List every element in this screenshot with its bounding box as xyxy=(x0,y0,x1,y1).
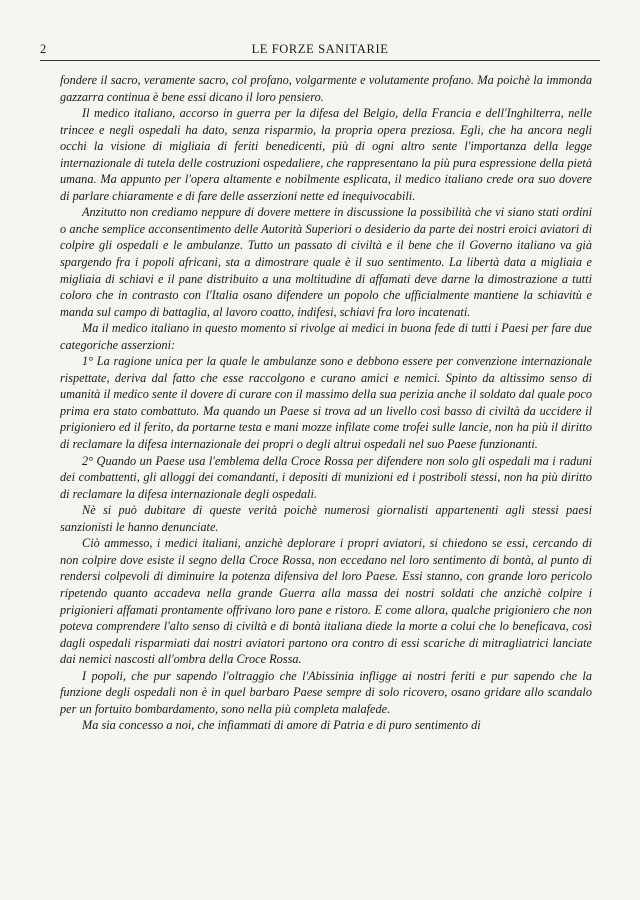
running-title: LE FORZE SANITARIE xyxy=(251,42,389,56)
page-number: 2 xyxy=(40,42,47,56)
paragraph-2: Il medico italiano, accorso in guerra per la difesa del Belgio, della Francia e dell'Inghilterra, nelle trincee e negli ospedali ha dato, senza risparmio, la propria opera preziosa. Egli, che ha ancora negli occhi la visione di migliaia di feriti benedicenti, più di ogni altro sente l'importanza della legge internazionale di tutela delle costruzioni ospedaliere, che rappresentano la più pura espressione della pietà umana. Ma appunto per l'opera altamente e nobilmente esplicata, il medico italiano crede ora suo dovere di parlare chiaramente e di fare delle asserzioni nette ed inequivocabili. xyxy=(60,106,592,203)
paragraph-8: Ciò ammesso, i medici italiani, anzichè deplorare i propri aviatori, si chiedono se essi, cercando di non colpire dove esiste il segno della Croce Rossa, non eccedano nel loro sentimento di bontà, al punto di rendersi colpevoli di diminuire la potenza difensiva del loro Paese. Essi stanno, con grande loro pericolo ripetendo quanto accadeva nella grande Guerra alla massa dei nostri soldati che anzichè colpire i prigionieri affamati prontamente offrivano loro pane e ristoro. E come allora, qualche prigioniero che non poteva comprendere l'alto senso di civiltà e di bontà italiana diede la morte a colui che lo beneficava, così dagli ospedali risparmiati dai nostri aviatori partono ora contro di essi scariche di mitragliatrici lanciate dai nemici nascosti all'ombra della Croce Rossa. xyxy=(60,536,592,667)
paragraph-7: Nè si può dubitare di queste verità poichè numerosi giornalisti appartenenti agli stessi paesi sanzionisti le hanno denunciate. xyxy=(60,503,592,534)
paragraph-4: Ma il medico italiano in questo momento si rivolge ai medici in buona fede di tutti i Paesi per fare due categoriche asserzioni: xyxy=(60,321,592,352)
running-header xyxy=(40,42,600,57)
header-rule xyxy=(40,60,600,61)
paragraph-10: Ma sia concesso a noi, che infiammati di amore di Patria e di puro sentimento di xyxy=(82,718,481,733)
article-body xyxy=(60,72,592,734)
paragraph-6-point-2: 2° Quando un Paese usa l'emblema della Croce Rossa per difendere non solo gli ospedali ma i raduni dei combattenti, gli alloggi dei comandanti, i depositi di munizioni ed i postriboli stessi, non ha più diritto di reclamare la difesa internazionale degli ospedali. xyxy=(60,453,592,501)
paragraph-1: fondere il sacro, veramente sacro, col profano, volgarmente e volutamente profano. Ma poichè la immonda gazzarra continua è bene essi dicano il loro pensiero. xyxy=(60,73,592,104)
paragraph-9: I popoli, che pur sapendo l'oltraggio che l'Abissinia infligge ai nostri feriti e pur sapendo che la funzione degli ospedali non è in quel barbaro Paese sempre di solo ricovero, osano gridare allo scandalo per un fortuito bombardamento, sono nella più completa malafede. xyxy=(60,668,592,716)
paragraph-3: Anzitutto non crediamo neppure di dovere mettere in discussione la possibilità che vi siano stati ordini o anche semplice acconsentimento delle Autorità Superiori o desiderio da parte dei nostri eroici aviatori di colpire gli ospedali e le ambulanze. Tutto un passato di civiltà e il bene che il Governo italiano va già spargendo fra i popoli africani, sta a dimostrare quale è il suo sentimento. La libertà data a migliaia e migliaia di schiavi e il pane distribuito a una moltitudine di affamati deve darne la dimostrazione a tutti coloro che in contrasto con l'Italia osano difendere un popolo che ufficialmente mantiene la schiavitù e manda sul campo di battaglia, al lavoro coatto, indifesi, schiavi fra loro incatenati. xyxy=(60,205,592,319)
paragraph-5-point-1: 1° La ragione unica per la quale le ambulanze sono e debbono essere per convenzione internazionale rispettate, deriva dal fatto che esse raccolgono e curano amici e nemici. Spinto da altissimo senso di umanità il medico sente il dovere di curare con il massimo della sua perizia anche il soldato dal quale poco prima era stato combattuto. Ma quando un Paese si trova ad un livello così basso di civiltà da uccidere il prigioniero ed il ferito, da portarne testa e mani mozze infilate come trofei sulle lancie, non ha più il diritto di reclamare la difesa internazionale dei propri o degli altrui ospedali nel suo Paese funzionanti. xyxy=(60,354,592,452)
